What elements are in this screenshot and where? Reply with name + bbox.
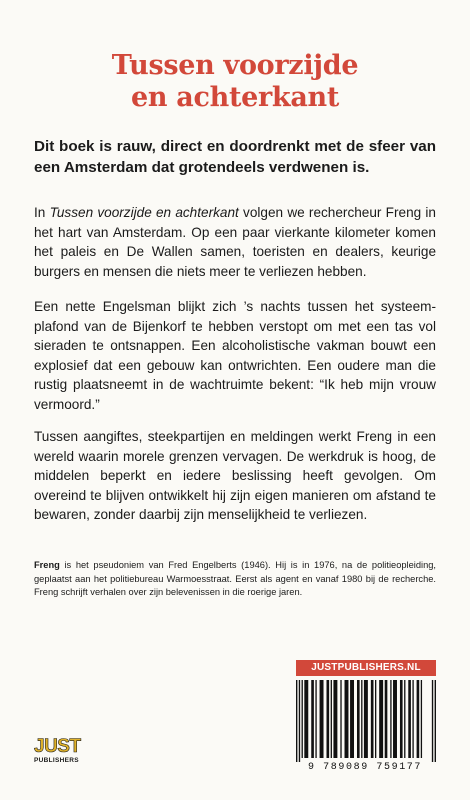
barcode-bar (404, 680, 405, 758)
barcode-bar (412, 680, 413, 758)
barcode-bar (417, 680, 420, 758)
title-line-1: Tussen voorzijde (111, 50, 359, 81)
barcode-bar (371, 680, 374, 758)
paragraph-2: Een nette Engelsman blijkt zich ’s nachts tussen het systeemplafond van de Bijenkorf te hebben verstopt om met een tas vol sieraden te ontsnappen. Een alcoholistische vakman bouwt een explosief dat een gebouw kan ontwrichten. Een oudere man die rustig plaatsneemt in de wachtruimte bekent: “Ik heb mijn vrouw vermoord.” (34, 299, 436, 412)
title-line-2: en achterkant (130, 82, 340, 113)
barcode-bar (350, 680, 354, 758)
barcode-bar (390, 680, 391, 758)
barcode-bar (408, 680, 411, 758)
lead-text: Dit boek is rauw, direct en doordrenkt met de sfeer van een Amsterdam dat grotendeels verdwenen is. (34, 138, 436, 176)
author-name: Freng (34, 560, 60, 570)
paragraph-1-prefix: In (34, 205, 50, 220)
barcode-guard-bar (299, 680, 300, 762)
isbn-number: 9 789089 759177 (307, 762, 422, 773)
paragraph-1 (34, 203, 436, 281)
barcode-bar (340, 680, 341, 758)
paragraph-1-rest: volgen we rechercheur Freng in het hart van Amsterdam. Op een paar vierkante kilometer komen het paleis en De Wallen samen, toeristen en dealers, keurige burgers en mensen die niets meer te verliezen hebben. (34, 205, 436, 279)
barcode-bar (331, 680, 332, 758)
barcode-bar (375, 680, 376, 758)
barcode-bar (400, 680, 403, 758)
isbn-barcode (296, 680, 436, 762)
barcode-guard-bar (435, 680, 436, 762)
publisher-logo-sub: PUBLISHERS (34, 757, 79, 764)
publisher-logo-main: JUST (34, 736, 81, 757)
barcode-bar (326, 680, 329, 758)
barcode-bar (357, 680, 360, 758)
paragraph-3: Tussen aangiftes, steekpartijen en meldingen werkt Freng in een wereld waarin morele grenzen vervagen. De werkdruk is hoog, de middelen beperkt en iedere beslissing heeft gevolgen. Om overeind te blijven ontwikkelt hij zijn eigen manieren om afstand te bewaren, zonder daarbij zijn menselijkheid te verliezen. (34, 429, 436, 522)
barcode-bar (361, 680, 362, 758)
barcode-bar (304, 680, 308, 758)
barcode-bar (421, 680, 422, 758)
book-title (0, 50, 470, 114)
barcode-bar (379, 680, 383, 758)
barcode-guard-bar (296, 680, 297, 762)
barcode-bar (311, 680, 314, 758)
barcode-bar (385, 680, 388, 758)
publisher-logo (34, 738, 104, 772)
barcode-bar (320, 680, 324, 758)
publisher-url-label: JUSTPUBLISHERS.NL (296, 660, 436, 676)
paragraph-1-book-title: Tussen voorzijde en achterkant (49, 205, 239, 220)
barcode-bar (302, 680, 303, 758)
barcode-bar (364, 680, 368, 758)
barcode-bar (333, 680, 337, 758)
barcode-guard-bar (432, 680, 433, 762)
author-bio-text: is het pseudoniem van Fred Engelberts (1946). Hij is in 1976, na de politieopleiding, geplaatst aan het politiebureau Warmoesstraat. Eerst als agent en vanaf 1980 bij de recherche. Freng schrijft verhalen over zijn belevenissen in die roerige jaren. (34, 560, 436, 598)
author-bio (34, 559, 436, 600)
barcode-bar (345, 680, 349, 758)
barcode-bar (315, 680, 316, 758)
barcode-bar (393, 680, 397, 758)
